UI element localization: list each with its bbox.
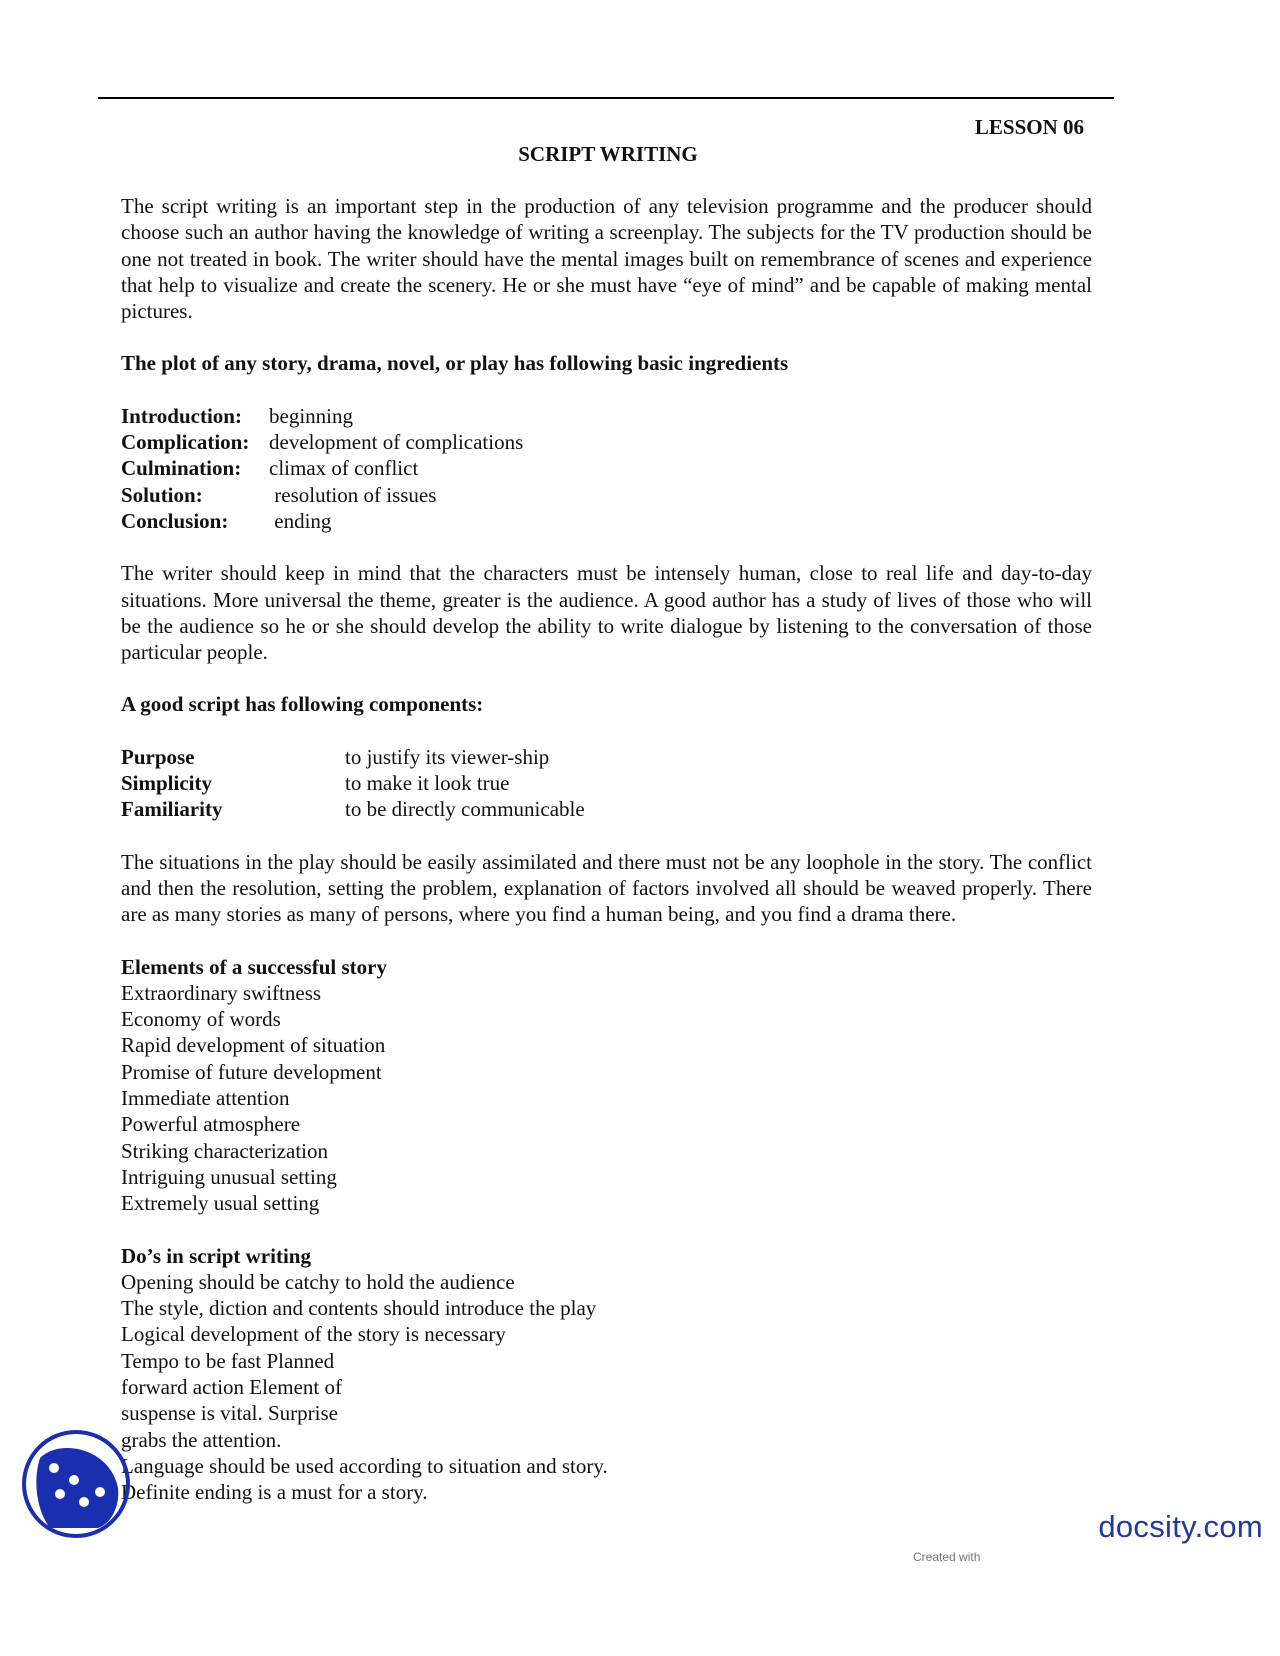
definition: resolution of issues [269, 482, 437, 507]
term: Familiarity [121, 797, 223, 822]
list-item [121, 770, 1092, 796]
term: Simplicity [121, 771, 213, 796]
list-item: Powerful atmosphere [121, 1112, 301, 1137]
list-item: Extraordinary swiftness [121, 980, 322, 1005]
list-item [121, 744, 1092, 770]
term: Complication: [121, 430, 250, 455]
intro-paragraph: The script writing is an important step in the production of any television programme and the producer should choose such an author having the knowledge of writing a screenplay. The subjects for the TV production should be one not treated in book. The writer should have the mental images built on remembrance of scenes and experience that help to visualize and create the scenery. He or she must have “eye of mind” and be capable of making mental pictures. [121, 194, 1092, 324]
characters-paragraph: The writer should keep in mind that the characters must be intensely human, close to real life and day-to-day situations. More universal the theme, greater is the audience. A good author has a study of lives of those who will be the audience so he or she should develop the ability to write dialogue by listening to the conversation of those particular people. [121, 561, 1092, 665]
list-item: Rapid development of situation [121, 1033, 386, 1058]
term: Conclusion: [121, 508, 229, 533]
list-item: Striking characterization [121, 1138, 328, 1163]
definition: ending [269, 508, 332, 533]
document-body [121, 193, 1092, 1531]
term: Introduction: [121, 403, 242, 428]
term: Culmination: [121, 456, 242, 481]
definition: to be directly communicable [345, 797, 585, 822]
situations-paragraph: The situations in the play should be easily assimilated and there must not be any loophole in the story. The conflict and then the resolution, setting the problem, explanation of factors involved all should be weaved properly. There are as many stories as many of persons, where you find a human being, and you find a drama there. [121, 849, 1092, 927]
list-item [121, 403, 1092, 429]
list-item: Economy of words [121, 1007, 281, 1032]
page-title: SCRIPT WRITING [518, 142, 698, 166]
components-list [121, 744, 1092, 823]
definition: development of complications [269, 430, 524, 455]
list-item: Definite ending is a must for a story. [121, 1480, 428, 1505]
docsity-brand-link[interactable]: docsity.com [1098, 1509, 1263, 1544]
header-rule [98, 97, 1114, 99]
list-item: Opening should be catchy to hold the audience [121, 1269, 515, 1294]
list-item: Immediate attention [121, 1086, 290, 1111]
list-item [121, 482, 1092, 508]
components-heading: A good script has following components: [121, 692, 484, 717]
elements-heading: Elements of a successful story [121, 954, 387, 979]
definition: beginning [269, 403, 353, 428]
definition: to make it look true [345, 771, 510, 796]
list-item: Language should be used according to situation and story. [121, 1453, 608, 1478]
dos-list [121, 1269, 1092, 1506]
list-item: Tempo to be fast Planned [121, 1348, 335, 1373]
list-item: Logical development of the story is necessary [121, 1322, 506, 1347]
definition: climax of conflict [269, 456, 419, 481]
lesson-number: LESSON 06 [974, 115, 1084, 139]
list-item [121, 455, 1092, 481]
list-item: forward action Element of [121, 1374, 342, 1399]
elements-list [121, 980, 1092, 1217]
term: Purpose [121, 744, 195, 769]
docsity-logo-icon[interactable] [20, 1428, 132, 1540]
list-item: Extremely usual setting [121, 1191, 320, 1216]
list-item [121, 429, 1092, 455]
list-item: The style, diction and contents should introduce the play [121, 1296, 597, 1321]
dos-heading: Do’s in script writing [121, 1243, 311, 1268]
list-item: Intriguing unusual setting [121, 1164, 337, 1189]
list-item: grabs the attention. [121, 1427, 282, 1452]
list-item: suspense is vital. Surprise [121, 1401, 338, 1426]
list-item [121, 508, 1092, 534]
created-with-label: Created with [913, 1550, 981, 1564]
list-item: Promise of future development [121, 1059, 382, 1084]
definition: to justify its viewer-ship [345, 744, 550, 769]
plot-ingredients-list [121, 403, 1092, 534]
plot-heading: The plot of any story, drama, novel, or play has following basic ingredients [121, 351, 789, 376]
term: Solution: [121, 482, 203, 507]
list-item [121, 796, 1092, 822]
